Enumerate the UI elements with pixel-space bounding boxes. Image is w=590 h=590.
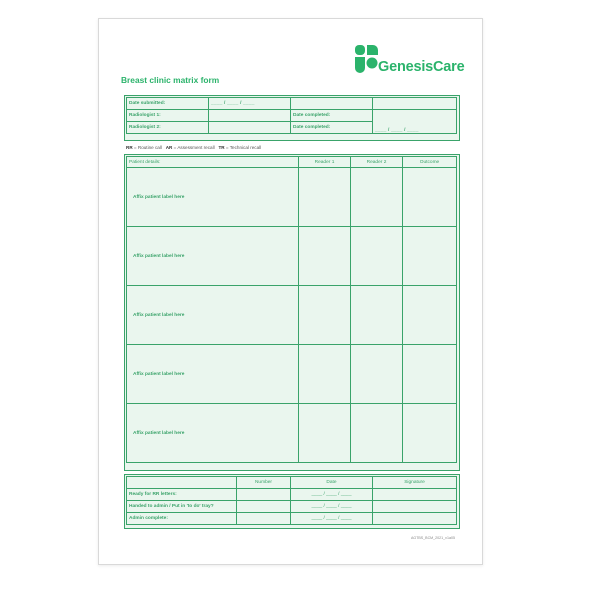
- reader2-cell[interactable]: [351, 345, 403, 404]
- brand-name: GenesisCare: [378, 59, 465, 75]
- reader2-cell[interactable]: [351, 286, 403, 345]
- table-row: [127, 404, 457, 463]
- reader1-cell[interactable]: [299, 404, 351, 463]
- table-row: [127, 345, 457, 404]
- reader2-cell[interactable]: [351, 168, 403, 227]
- radiologist2-field[interactable]: [209, 122, 291, 134]
- legend-tr-text: = Technical recall: [224, 145, 262, 150]
- admin-complete-label: Admin complete:: [127, 513, 237, 525]
- handed-admin-label: Handed to admin / Put in 'to do' tray?: [127, 501, 237, 513]
- brand-logo: [355, 43, 465, 81]
- reader2-cell[interactable]: [351, 227, 403, 286]
- number-cell[interactable]: [237, 513, 291, 525]
- legend-rr-text: = Routine call: [132, 145, 162, 150]
- radiologist2-label: Radiologist 2:: [127, 122, 209, 134]
- outcome-cell[interactable]: [403, 227, 457, 286]
- col-number: Number: [237, 477, 291, 489]
- genesiscare-logo-icon: [355, 43, 379, 73]
- date-cell[interactable]: ____ / ____ / ____: [291, 501, 373, 513]
- date-submitted-label: Date submitted:: [127, 98, 209, 110]
- table-row: [127, 168, 457, 227]
- reader1-cell[interactable]: [299, 345, 351, 404]
- radiologist1-label: Radiologist 1:: [127, 110, 209, 122]
- header-empty-cell: [291, 98, 373, 110]
- signature-cell[interactable]: [373, 501, 457, 513]
- col-reader2: Reader 2: [351, 157, 403, 168]
- form-sheet: [98, 18, 483, 565]
- recall-legend: [126, 145, 261, 150]
- outcome-cell[interactable]: [403, 286, 457, 345]
- radiologist1-field[interactable]: [209, 110, 291, 122]
- legend-rr: RR: [126, 145, 133, 150]
- outcome-cell[interactable]: [403, 168, 457, 227]
- patient-label-cell[interactable]: Affix patient label here: [127, 227, 299, 286]
- col-signature: Signature: [373, 477, 457, 489]
- legend-ar-text: = Assessment recall: [172, 145, 215, 150]
- table-row: [127, 513, 457, 525]
- legend-tr: TR: [218, 145, 225, 150]
- patient-label-cell[interactable]: Affix patient label here: [127, 286, 299, 345]
- date-cell[interactable]: ____ / ____ / ____: [291, 489, 373, 501]
- reader1-cell[interactable]: [299, 286, 351, 345]
- signature-cell[interactable]: [373, 513, 457, 525]
- date-submitted-field[interactable]: ____ / ____ / ____: [209, 98, 291, 110]
- form-title: Breast clinic matrix form: [121, 75, 220, 85]
- date-completed1-label: Date completed:: [291, 110, 373, 122]
- reader1-cell[interactable]: [299, 227, 351, 286]
- header-empty-cell: [373, 98, 457, 110]
- col-reader1: Reader 1: [299, 157, 351, 168]
- date-completed2-label: Date completed:: [291, 122, 373, 134]
- table-row: [127, 489, 457, 501]
- legend-ar: AR: [165, 145, 173, 150]
- footer-empty-header: [127, 477, 237, 489]
- outcome-cell[interactable]: [403, 404, 457, 463]
- table-row: [127, 501, 457, 513]
- reader1-cell[interactable]: [299, 168, 351, 227]
- table-row: [127, 227, 457, 286]
- col-patient-details: Patient details:: [127, 157, 299, 168]
- table-row: [127, 286, 457, 345]
- patient-label-cell[interactable]: Affix patient label here: [127, 168, 299, 227]
- patient-label-cell[interactable]: Affix patient label here: [127, 345, 299, 404]
- patient-table: [126, 156, 457, 463]
- date-completed-field[interactable]: ____ / ____ / ____: [373, 110, 457, 134]
- reader2-cell[interactable]: [351, 404, 403, 463]
- col-outcome: Outcome: [403, 157, 457, 168]
- signature-cell[interactable]: [373, 489, 457, 501]
- footer-table: [126, 476, 457, 525]
- ready-rr-label: Ready for RR letters:: [127, 489, 237, 501]
- number-cell[interactable]: [237, 501, 291, 513]
- patient-label-cell[interactable]: Affix patient label here: [127, 404, 299, 463]
- date-cell[interactable]: ____ / ____ / ____: [291, 513, 373, 525]
- col-date: Date: [291, 477, 373, 489]
- header-table: [126, 97, 457, 134]
- number-cell[interactable]: [237, 489, 291, 501]
- outcome-cell[interactable]: [403, 345, 457, 404]
- form-code: AGTBS_BCM_2021_v1a05: [411, 536, 455, 540]
